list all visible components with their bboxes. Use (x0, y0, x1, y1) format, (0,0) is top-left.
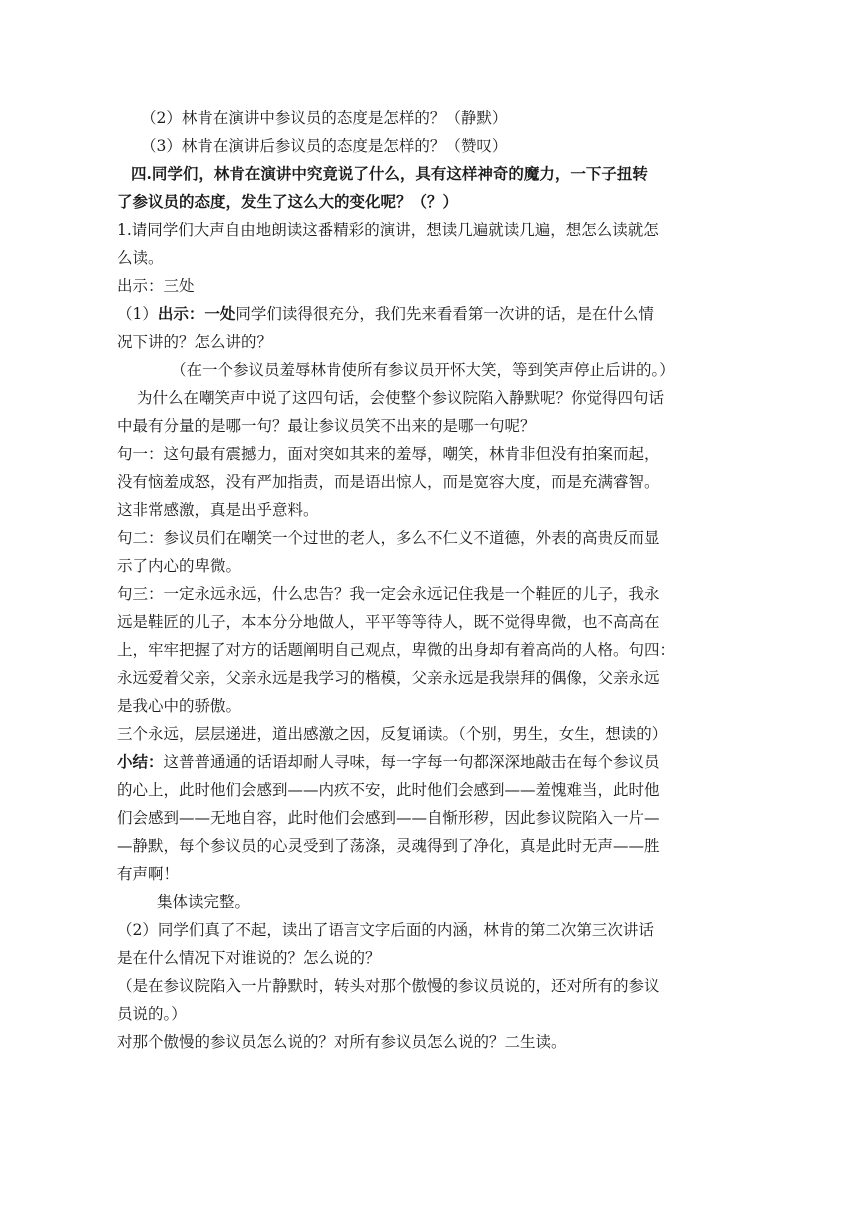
part-1-bold-label: 出示：一处 (157, 304, 236, 323)
summary-rest: 这普普通通的话语却耐人寻味，每一字每一句都深深地敲击在每个参议员 (163, 753, 660, 771)
three-forevers: 三个永远，层层递进，道出感激之因，反复诵读。（个别，男生，女生，想读的） (117, 725, 668, 743)
sentence-one-line-3: 这非常感激，真是出乎意料。 (117, 501, 319, 519)
part-2-question (117, 916, 742, 972)
section-four-heading-cont (117, 188, 742, 216)
part-1-intro (117, 300, 742, 356)
instruction-line-2: 么读。 (117, 249, 164, 267)
section-four-heading (117, 160, 742, 188)
summary-line-3: 们会感到——无地自容，此时他们会感到——自惭形秽，因此参议院陷入一片— (117, 809, 660, 827)
sentence-three-line-2: 远是鞋匠的儿子，本本分分地做人，平平等等待人，既不觉得卑微，也不高高在 (117, 613, 660, 631)
summary-line-5: 有声啊！ (117, 865, 180, 883)
sentence-three-line-3: 上，牢牢把握了对方的话题阐明自己观点，卑微的出身却有着高尚的人格。句四： (117, 641, 676, 659)
part-2-answer-line-2: 员说的。） (117, 1005, 187, 1023)
sentence-three-line-5: 是我心中的骄傲。 (117, 697, 242, 715)
show-three-places: 出示：三处 (117, 277, 195, 295)
summary-line-4: —静默，每个参议员的心灵受到了荡涤，灵魂得到了净化，真是此时无声——胜 (117, 837, 660, 855)
why-silence-line-2: 中最有分量的是哪一句？最让参议员笑不出来的是哪一句呢？ (117, 417, 536, 435)
document-page (117, 104, 742, 1056)
sentence-two-analysis (117, 524, 742, 580)
summary-line-1 (117, 748, 742, 776)
sentence-two-line-2: 示了内心的卑微。 (117, 557, 242, 575)
instruction-read-aloud (117, 216, 742, 272)
reading-instruction: 对那个傲慢的参议员怎么说的？对所有参议员怎么说的？二生读。 (117, 1033, 567, 1051)
sentence-three-four-analysis (117, 580, 742, 720)
question-3: （3）林肯在演讲后参议员的态度是怎样的？（赞叹） (141, 137, 508, 155)
part-1-prefix: （1） (117, 305, 158, 323)
sentence-one-line-2: 没有恼羞成怒，没有严加指责，而是语出惊人，而是宽容大度，而是充满睿智。 (117, 473, 660, 491)
summary (117, 748, 742, 888)
part-1-rest: 同学们读得很充分，我们先来看看第一次讲的话，是在什么情 (235, 305, 654, 323)
part-2-answer (117, 972, 742, 1028)
sentence-three-line-1: 句三：一定永远永远，什么忠告？我一定会永远记住我是一个鞋匠的儿子，我永 (117, 585, 660, 603)
summary-label: 小结： (117, 752, 164, 771)
section-four-line-1: 四.同学们，林肯在演讲中究竟说了什么，具有这样神奇的魔力，一下子扭转 (131, 164, 648, 183)
sentence-one-line-1: 句一：这句最有震撼力，面对突如其来的羞辱，嘲笑，林肯非但没有拍案而起， (117, 445, 660, 463)
part-2-line-2: 是在什么情况下对谁说的？怎么说的？ (117, 949, 381, 967)
why-silence-line-1: 为什么在嘲笑声中说了这四句话，会使整个参议院陷入静默呢？你觉得四句话 (137, 389, 665, 407)
summary-line-2: 的心上，此时他们会感到——内疚不安，此时他们会感到——羞愧难当，此时他 (117, 781, 660, 799)
sentence-three-line-4: 永远爱着父亲，父亲永远是我学习的楷模，父亲永远是我崇拜的偶像，父亲永远 (117, 669, 660, 687)
why-silence-question (117, 384, 742, 440)
group-read: 集体读完整。 (157, 893, 251, 911)
part-2-line-1: （2）同学们真了不起，读出了语言文字后面的内涵，林肯的第二次第三次讲话 (117, 921, 654, 939)
sentence-two-line-1: 句二：参议员们在嘲笑一个过世的老人，多么不仁义不道德，外表的高贵反而显 (117, 529, 660, 547)
section-four-line-2: 了参议员的态度，发生了这么大的变化呢？（？） (117, 192, 459, 211)
part-1-line-2: 况下讲的？怎么讲的？ (117, 333, 273, 351)
question-2: （2）林肯在演讲中参议员的态度是怎样的？（静默） (141, 109, 508, 127)
sentence-one-analysis (117, 440, 742, 524)
instruction-line-1: 1.请同学们大声自由地朗读这番精彩的演讲，想读几遍就读几遍，想怎么读就怎 (117, 221, 659, 239)
part-2-answer-line-1: （是在参议院陷入一片静默时，转头对那个傲慢的参议员说的，还对所有的参议 (117, 977, 660, 995)
answer-context: （在一个参议员羞辱林肯使所有参议员开怀大笑，等到笑声停止后讲的。） (171, 361, 675, 379)
part-1-line-1 (117, 300, 742, 328)
